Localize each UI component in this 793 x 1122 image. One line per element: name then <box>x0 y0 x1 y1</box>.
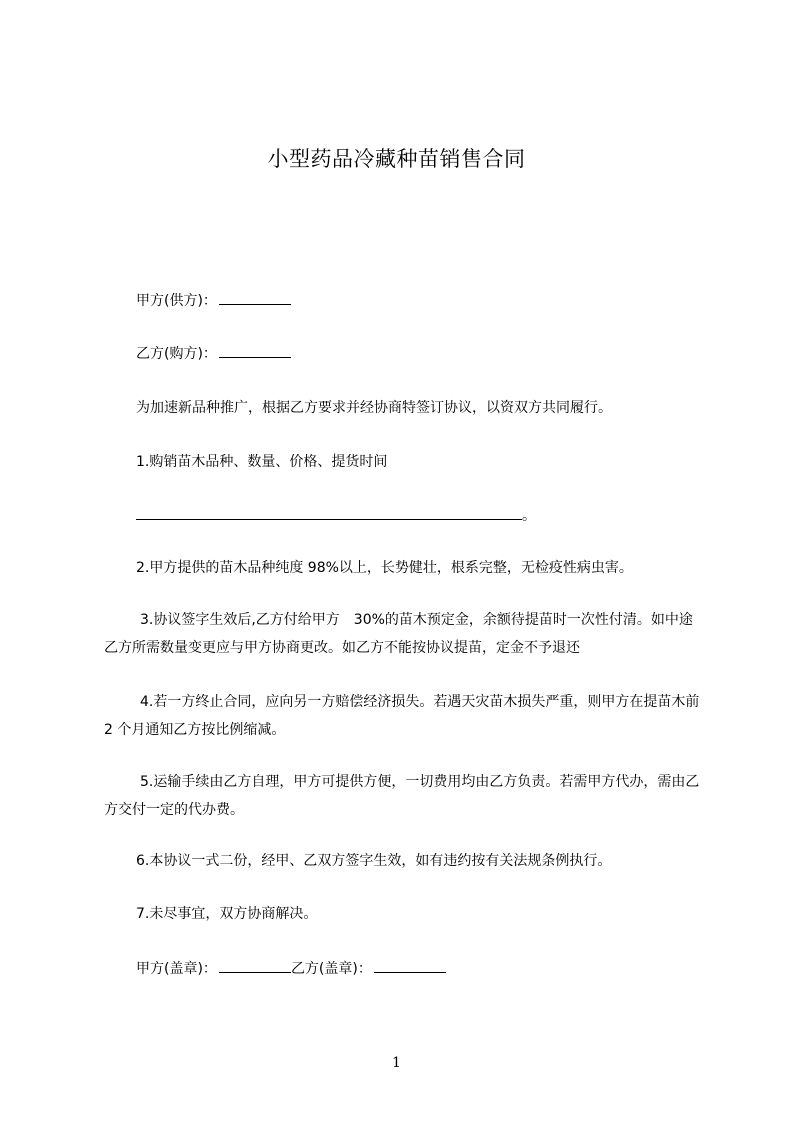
party-a-blank <box>219 292 291 305</box>
seal-a-blank <box>219 960 291 973</box>
clause-2: 2.甲方提供的苗木品种纯度 98%以上，长势健壮，根系完整，无检疫性病虫害。 <box>136 560 633 576</box>
intro-paragraph: 为加速新品种推广，根据乙方要求并经协商特签订协议，以资双方共同履行。 <box>136 400 612 416</box>
document-title: 小型药品冷藏种苗销售合同 <box>267 147 526 171</box>
seal-b-blank <box>374 960 446 973</box>
party-a-line <box>104 287 736 315</box>
page-number: 1 <box>392 1055 401 1071</box>
party-b-label: 乙方(购方)： <box>136 346 217 362</box>
clause-7: 7.未尽事宜，双方协商解决。 <box>136 906 318 922</box>
party-b-blank <box>219 345 291 358</box>
clause-1-blank <box>136 507 522 520</box>
clause-1-fill-line <box>104 502 704 530</box>
seal-b-label: 乙方(盖章)： <box>290 961 372 977</box>
seal-a-label: 甲方(盖章)： <box>136 961 217 977</box>
clause-4: 4.若一方终止合同，应向另一方赔偿经济损失。若遇天灾苗木损失严重，则甲方在提苗木前 2 个月通知乙方按比例缩减。 <box>104 694 700 738</box>
clause-3: 3.协议签字生效后,乙方付给甲方 30%的苗木预定金，余额待提苗时一次性付清。如中途乙方所需数量变更应与甲方协商更改。如乙方不能按协议提苗，定金不予退还 <box>104 612 693 656</box>
party-b-line <box>104 340 736 368</box>
seal-line <box>104 955 736 983</box>
clause-6: 6.本协议一式二份，经甲、乙双方签字生效，如有违约按有关法规条例执行。 <box>136 853 612 869</box>
party-a-label: 甲方(供方)： <box>136 293 217 309</box>
clause-5: 5.运输手续由乙方自理，甲方可提供方便，一切费用均由乙方负责。若需甲方代办，需由乙方交付一定的代办费。 <box>104 774 700 818</box>
clause-1-end: 。 <box>522 508 536 524</box>
clause-1: 1.购销苗木品种、数量、价格、提货时间 <box>136 454 388 470</box>
